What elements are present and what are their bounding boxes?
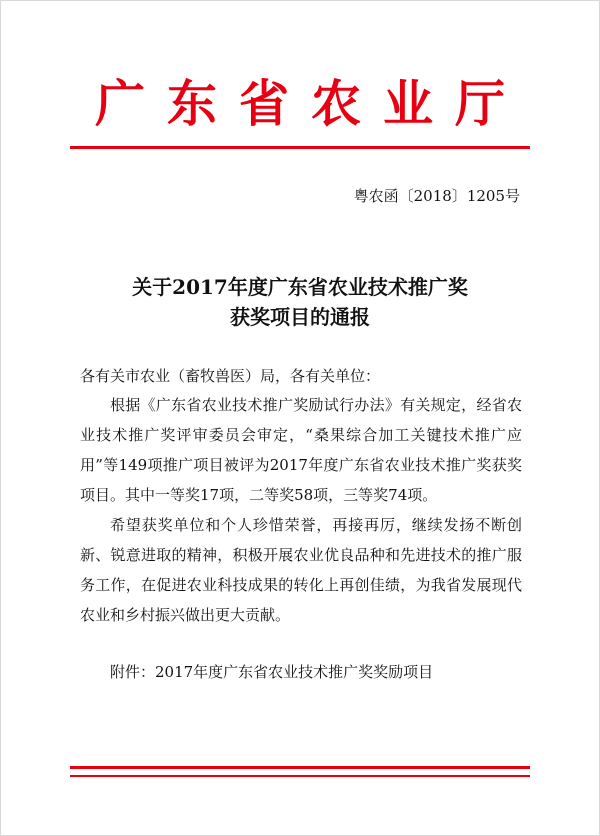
document-title-line-2: 获奖项目的通报 bbox=[230, 305, 370, 329]
body-paragraph-2: 希望获奖单位和个人珍惜荣誉，再接再厉，继续发扬不断创新、锐意进取的精神，积极开展农业优良品种和先进技术的推广服务工作，在促进农业科技成果的转化上再创佳绩，为我省发展现代农业和乡村振兴做出更大贡献。 bbox=[80, 516, 522, 624]
footer-red-rule-thick bbox=[70, 766, 530, 769]
body-paragraph-1: 根据《广东省农业技术推广奖励试行办法》有关规定，经省农业技术推广奖评审委员会审定，“桑果综合加工关键技术推广应用”等149项推广项目被评为2017年度广东省农业技术推广奖获奖项目。其中一等奖17项，二等奖58项，三等奖74项。 bbox=[80, 396, 522, 504]
salutation: 各有关市农业（畜牧兽医）局，各有关单位： bbox=[80, 367, 381, 385]
document-number: 粤农函〔2018〕1205号 bbox=[353, 187, 520, 205]
letterhead-title: 广东省农业厅 bbox=[95, 74, 527, 133]
attachment-note: 附件：2017年度广东省农业技术推广奖奖励项目 bbox=[110, 663, 434, 681]
footer-red-rule-thin bbox=[70, 775, 530, 777]
document-title-line-1: 关于2017年度广东省农业技术推广奖 bbox=[132, 275, 468, 299]
letterhead-red-rule bbox=[70, 146, 530, 149]
